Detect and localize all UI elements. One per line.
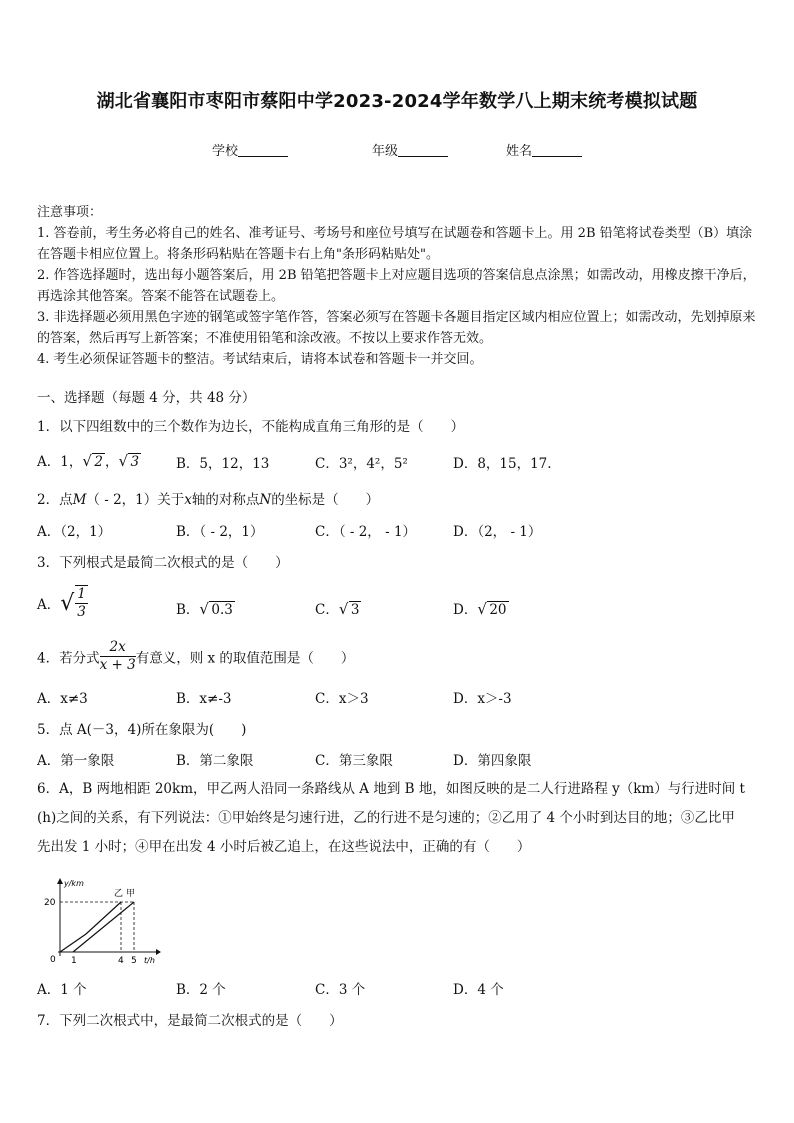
q5-option-b: B．第二象限	[176, 753, 254, 769]
question-7-stem: 7．下列二次根式中，是最简二次根式的是（ ）	[37, 1013, 343, 1029]
q1-option-b: B．5，12，13	[176, 456, 270, 472]
q6-option-b: B．2 个	[176, 982, 226, 998]
q6-option-d: D．4 个	[453, 982, 504, 998]
question-1-stem: 1．以下四组数中的三个数作为边长，不能构成直角三角形的是（ ）	[37, 419, 465, 435]
label-yi: 乙	[114, 889, 124, 899]
y-tick-20: 20	[44, 898, 56, 908]
q4-option-a: A．x≠3	[37, 691, 88, 707]
distance-time-graph	[40, 876, 170, 968]
q5-option-d: D．第四象限	[453, 753, 532, 769]
section-heading: 一、选择题（每题 4 分，共 48 分）	[37, 390, 256, 406]
q3-option-b: B．√ 0.3	[176, 598, 235, 618]
question-4-stem: 4．若分式 $\frac{2x}{x + 3}$ 有意义，则 x 的取值范围是（ ）	[37, 639, 355, 673]
q6-option-c: C．3 个	[315, 982, 366, 998]
series-yi-line	[60, 902, 121, 952]
y-axis-arrow	[57, 878, 63, 884]
grade-blank	[398, 144, 448, 157]
question-3-stem: 3．下列根式是最简二次根式的是（ ）	[37, 555, 289, 571]
question-5-stem: 5．点 A(－3，4)所在象限为( )	[37, 722, 247, 738]
q4-option-d: D．x＞-3	[453, 691, 512, 707]
note-item: 4. 考生必须保证答题卡的整洁。考试结束后，请将本试卷和答题卡一并交回。	[37, 352, 483, 367]
q2-option-a: A．（2，1）	[37, 524, 112, 540]
q1-option-d: D．8，15，17.	[453, 456, 552, 472]
notes-heading: 注意事项：	[37, 205, 103, 220]
question-6-stem: 6．A，B 两地相距 20km，甲乙两人沿同一条路线从 A 地到 B 地，如图反映的是二人行进路程 y（km）与行进时间 t (h)之间的关系，有下列说法：①甲始终是匀速行进，乙的行进不是匀速的；②乙用了 4 个小时到达目的地；③乙比甲 先出发 1 小时；④甲在出发 4 小时后被乙追上，在这些说法中，正确的有（ ）	[37, 781, 745, 855]
q5-option-c: C．第三象限	[315, 753, 393, 769]
question-2-stem: 2．点M（ - 2，1）关于x轴的对称点N的坐标是（ ）	[37, 492, 380, 508]
q2-option-b: B．（ - 2，1）	[176, 524, 264, 540]
q1-option-a: A．1，√ 2 ，√ 3	[37, 450, 141, 470]
x-axis-label: t/h	[144, 956, 155, 965]
q1-option-c: C．3²，4²，5²	[315, 456, 408, 472]
q4-option-b: B．x≠-3	[176, 691, 232, 707]
series-jia-line	[73, 902, 134, 952]
school-blank	[238, 144, 288, 157]
note-item: 2. 作答选择题时，选出每小题答案后，用 2B 铅笔把答题卡上对应题目选项的答案信息点涂黑；如需改动，用橡皮擦干净后，再选涂其他答案。答案不能答在试题卷上。	[37, 268, 756, 304]
school-field: 学校	[212, 140, 288, 159]
q5-option-a: A．第一象限	[37, 753, 115, 769]
y-axis-label: y/km	[64, 879, 84, 888]
q2-option-d: D．（2， - 1）	[453, 524, 542, 540]
origin-label: 0	[50, 955, 56, 965]
x-tick-5: 5	[131, 956, 137, 966]
q2-option-c: C．（ - 2， - 1）	[315, 524, 417, 540]
q3-option-d: D．√ 20	[453, 598, 509, 618]
q6-option-a: A．1 个	[37, 982, 87, 998]
x-tick-4: 4	[118, 956, 124, 966]
name-field: 姓名	[506, 140, 582, 159]
note-item: 1. 答卷前，考生务必将自己的姓名、准考证号、考场号和座位号填写在试题卷和答题卡上。用 2B 铅笔将试卷类型（B）填涂在答题卡相应位置上。将条形码粘贴在答题卡右上角"条形码粘贴处"。	[37, 226, 753, 262]
page-title: 湖北省襄阳市枣阳市蔡阳中学2023-2024学年数学八上期末统考模拟试题	[96, 91, 698, 112]
notes-block	[37, 202, 759, 370]
x-axis-arrow	[156, 949, 161, 955]
name-blank	[532, 144, 582, 157]
x-tick-1: 1	[71, 956, 77, 966]
label-jia: 甲	[126, 889, 136, 899]
q4-option-c: C．x＞3	[315, 691, 369, 707]
grade-field: 年级	[372, 140, 448, 159]
q3-option-a: A．√ $\frac{1}{3}$	[37, 586, 86, 620]
note-item: 3. 非选择题必须用黑色字迹的钢笔或签字笔作答，答案必须写在答题卡各题目指定区域内相应位置上；如需改动，先划掉原来的答案，然后再写上新答案；不准使用铅笔和涂改液。不按以上要求作答无效。	[37, 310, 756, 346]
q3-option-c: C．√ 3	[315, 598, 361, 618]
